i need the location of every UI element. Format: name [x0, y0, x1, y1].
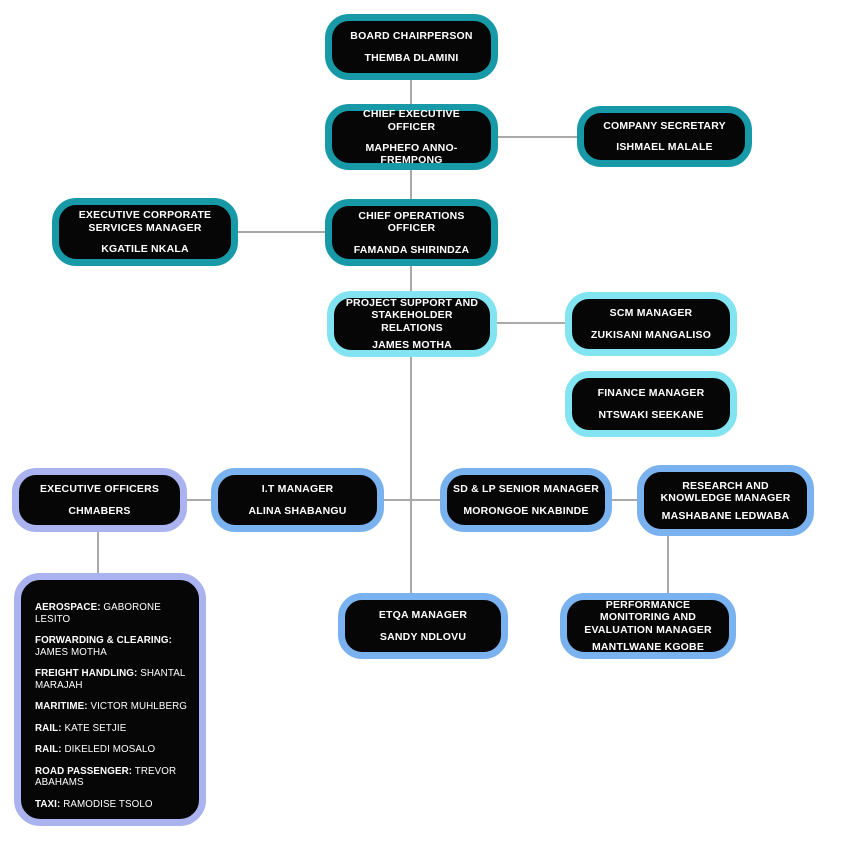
node-finance-manager	[565, 371, 737, 437]
officer-name: SHANTAL MARAJAH	[35, 668, 186, 691]
node-person-name: ISHMAEL MALALE	[616, 141, 713, 154]
node-title: I.T MANAGER	[261, 483, 334, 496]
node-person-name: FAMANDA SHIRINDZA	[353, 243, 470, 256]
node-board-chairperson	[325, 14, 498, 80]
sector-label: RAIL:	[35, 744, 62, 755]
node-performance-monitoring-evaluation-manager	[560, 593, 736, 659]
sector-label: ROAD PASSENGER:	[35, 765, 133, 777]
list-item	[35, 668, 191, 691]
connector-line	[238, 231, 325, 233]
node-title: SCM MANAGER	[609, 307, 693, 320]
node-it-manager	[211, 468, 384, 532]
sector-label: AEROSPACE:	[35, 602, 101, 613]
list-item	[35, 723, 191, 735]
connector-line	[667, 535, 669, 594]
node-title: PROJECT SUPPORT AND STAKEHOLDER RELATIONS	[345, 296, 479, 334]
node-person-name: THEMBA DLAMINI	[364, 51, 459, 64]
connector-line	[410, 80, 412, 106]
list-item	[35, 766, 191, 789]
node-person-name: MORONGOE NKABINDE	[463, 504, 589, 517]
list-item	[35, 701, 191, 713]
officer-name: TREVOR ABAHAMS	[35, 765, 177, 788]
node-project-support-stakeholder-relations	[327, 291, 497, 357]
node-etqa-manager	[338, 593, 508, 659]
connector-line	[384, 499, 440, 501]
connector-line	[497, 322, 565, 324]
node-executive-officers	[12, 468, 187, 532]
node-title: BOARD CHAIRPERSON	[350, 30, 473, 43]
node-title: PERFORMANCE MONITORING AND EVALUATION MANAGER	[584, 598, 712, 636]
list-item	[35, 744, 191, 756]
node-person-name: MASHABANE LEDWABA	[661, 509, 790, 522]
node-research-knowledge-manager	[637, 465, 814, 536]
node-title: COMPANY SECRETARY	[603, 119, 726, 132]
node-person-name: SANDY NDLOVU	[379, 630, 467, 643]
node-chief-executive-officer	[325, 104, 498, 170]
officer-name: JAMES MOTHA	[35, 646, 107, 658]
node-person-name: MAPHEFO ANNO-FREMPONG	[365, 142, 458, 166]
node-person-name: NTSWAKI SEEKANE	[598, 408, 704, 421]
connector-line	[410, 170, 412, 200]
officer-name: GABORONE LESITO	[35, 602, 161, 625]
list-item	[35, 602, 191, 625]
node-title: ETQA MANAGER	[378, 609, 468, 622]
node-executive-corporate-services-manager	[52, 198, 238, 266]
node-title: FINANCE MANAGER	[597, 387, 705, 400]
node-person-name: KGATILE NKALA	[101, 243, 189, 255]
executive-officers-assignment-list	[14, 573, 206, 826]
connector-line	[612, 499, 637, 501]
sector-label: FORWARDING & CLEARING:	[35, 635, 172, 646]
node-title: SD & LP SENIOR MANAGER	[453, 483, 599, 496]
node-title: RESEARCH AND KNOWLEDGE MANAGER	[660, 479, 791, 504]
node-title: EXECUTIVE OFFICERS	[39, 483, 160, 496]
sector-label: TAXI:	[35, 798, 61, 810]
sector-label: FREIGHT HANDLING:	[35, 668, 138, 679]
connector-line	[97, 532, 99, 574]
sector-label: MARITIME:	[35, 701, 88, 712]
node-title: CHIEF EXECUTIVE OFFICER	[363, 108, 460, 133]
list-item	[35, 799, 191, 811]
connector-line	[410, 357, 412, 594]
node-person-name: ALINA SHABANGU	[248, 504, 347, 517]
connector-line	[498, 136, 577, 138]
sector-label: RAIL:	[35, 722, 62, 734]
node-title: CHIEF OPERATIONS OFFICER	[358, 209, 465, 234]
node-person-name: MANTLWANE KGOBE	[591, 641, 705, 654]
node-company-secretary	[577, 106, 752, 167]
node-person-name: ZUKISANI MANGALISO	[590, 328, 712, 341]
officer-name: RAMODISE TSOLO	[63, 798, 153, 810]
officer-name: VICTOR MUHLBERG	[90, 701, 188, 712]
connector-line	[410, 266, 412, 292]
node-scm-manager	[565, 292, 737, 356]
list-item	[35, 635, 191, 658]
node-chief-operations-officer	[325, 199, 498, 266]
officer-name: DIKELEDI MOSALO	[64, 744, 156, 755]
node-title: EXECUTIVE CORPORATE SERVICES MANAGER	[78, 209, 212, 234]
officer-name: KATE SETJIE	[64, 722, 127, 734]
connector-line	[187, 499, 211, 501]
node-sd-lp-senior-manager	[440, 468, 612, 532]
node-person-name: JAMES MOTHA	[372, 339, 452, 352]
node-person-name: CHMABERS	[68, 504, 131, 517]
